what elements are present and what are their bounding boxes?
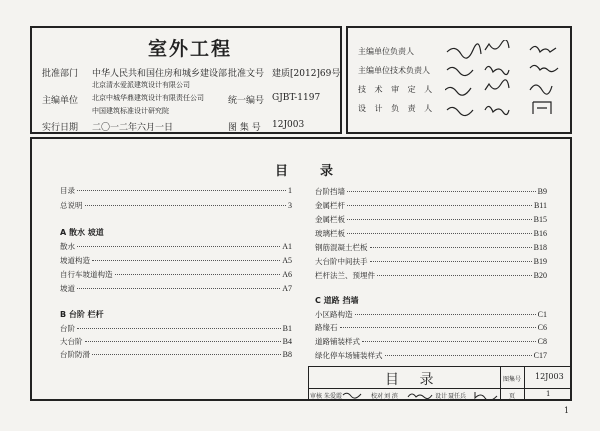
entry-page: B4 (282, 337, 292, 346)
section-heading-a: A 散水 坡道 (60, 228, 104, 237)
atlas-no: 12J003 (535, 372, 564, 381)
toc-entry[interactable] (315, 186, 547, 197)
atlas-no-value: 12J003 (272, 120, 305, 130)
entry-label: 大台阶 (60, 337, 83, 346)
atlas-title: 室外工程 (148, 38, 233, 60)
review-label: 审核 (310, 393, 323, 400)
toc-entry[interactable] (315, 214, 547, 225)
approval-dept-value: 中华人民共和国住房和城乡建设部 (92, 69, 228, 79)
entry-page: A5 (282, 256, 292, 265)
entry-label: 自行车坡道构造 (60, 270, 113, 279)
toc-entry[interactable] (60, 255, 292, 266)
entry-label: 目录 (60, 186, 75, 195)
toc-entry[interactable] (60, 241, 292, 252)
entry-label: 散水 (60, 242, 75, 251)
effective-date-label: 实行日期 (42, 123, 79, 133)
entry-page: B16 (533, 229, 547, 238)
entry-page: A7 (282, 284, 292, 293)
entry-page: B8 (282, 350, 292, 359)
approval-doc-value: 建质[2012]69号 (272, 69, 341, 79)
editor-unit-3: 中国建筑标准设计研究院 (92, 107, 169, 115)
toc-entry[interactable] (315, 336, 547, 347)
entry-label: 玻璃栏板 (315, 229, 345, 238)
entry-label: 台阶 (60, 324, 75, 333)
effective-date-value: 二〇一二年六月一日 (92, 123, 174, 133)
toc-entry[interactable] (60, 269, 292, 280)
entry-label: 金属栏杆 (315, 201, 345, 210)
page-number: 1 (564, 406, 570, 415)
responsible-1: 主编单位负责人 (358, 47, 414, 56)
entry-page: C1 (537, 310, 547, 319)
entry-label: 路缘石 (315, 323, 338, 332)
entry-label: 大台阶中间扶手 (315, 257, 368, 266)
entry-label: 台阶防滑 (60, 350, 90, 359)
title-block-title: 目 录 (385, 372, 442, 388)
page-no: 1 (546, 390, 551, 398)
entry-label: 绿化停车场铺装样式 (315, 351, 383, 360)
page-label: 页 (509, 393, 516, 400)
toc-entry[interactable] (315, 270, 547, 281)
entry-label: 栏杆法兰、预埋件 (315, 271, 375, 280)
approval-dept-label: 批准部门 (42, 69, 79, 79)
atlas-no-label: 图集号 (503, 376, 522, 383)
toc-entry[interactable] (60, 336, 292, 347)
check-label: 校对 (371, 393, 384, 400)
entry-page: C6 (537, 323, 547, 332)
toc-entry[interactable] (315, 256, 547, 267)
editor-unit-2: 北京中城华鼎建筑设计有限责任公司 (92, 94, 204, 102)
entry-page: B1 (282, 324, 292, 333)
entry-page: B19 (533, 257, 547, 266)
entry-label: 坡道 (60, 284, 75, 293)
title-block-divider (524, 366, 525, 401)
title-block-signatures (340, 389, 500, 400)
entry-page: A1 (282, 242, 292, 251)
entry-page: B15 (533, 215, 547, 224)
approval-doc-label: 批准文号 (228, 69, 265, 79)
toc-entry[interactable] (315, 322, 547, 333)
checker: 刘 滨 (384, 393, 398, 400)
entry-label: 坡道构造 (60, 256, 90, 265)
entry-page: B20 (533, 271, 547, 280)
title-block-divider (500, 366, 501, 401)
entry-page: C17 (533, 351, 547, 360)
section-heading-b: B 台阶 栏杆 (60, 310, 104, 319)
entry-label: 台阶挡墙 (315, 187, 345, 196)
unified-no-value: GJBT-1197 (272, 93, 321, 103)
toc-entry[interactable] (60, 185, 292, 196)
toc-entry[interactable] (315, 350, 547, 361)
entry-label: 总说明 (60, 201, 83, 210)
entry-label: 金属栏板 (315, 215, 345, 224)
entry-page: A6 (282, 270, 292, 279)
editor-unit-1: 北京清水爱派建筑设计有限公司 (92, 81, 190, 89)
entry-page: B18 (533, 243, 547, 252)
unified-no-label: 统一编号 (228, 96, 265, 106)
entry-label: 钢筋混凝土栏板 (315, 243, 368, 252)
toc-entry[interactable] (315, 228, 547, 239)
toc-heading-lu: 录 (320, 164, 334, 179)
entry-page: B11 (533, 201, 547, 210)
toc-entry[interactable] (60, 200, 292, 211)
responsible-2: 主编单位技术负责人 (358, 66, 430, 75)
reviewer: 朱爱霞 (324, 393, 343, 400)
toc-heading-mu: 目 (275, 164, 289, 179)
designer: 聂任兵 (448, 393, 467, 400)
editor-unit-label: 主编单位 (42, 96, 79, 106)
section-heading-c: C 道路 挡墙 (315, 296, 359, 305)
toc-entry[interactable] (60, 283, 292, 294)
entry-page: B9 (537, 187, 547, 196)
entry-page: 3 (288, 201, 292, 210)
responsible-3: 技 术 审 定 人 (358, 85, 436, 94)
entry-page: C8 (537, 337, 547, 346)
toc-entry[interactable] (315, 309, 547, 320)
atlas-no-label: 图 集 号 (228, 123, 261, 133)
responsible-4: 设 计 负 责 人 (358, 104, 436, 113)
entry-label: 道路铺装样式 (315, 337, 360, 346)
entry-page: 1 (288, 186, 292, 195)
design-label: 设计 (435, 393, 448, 400)
toc-entry[interactable] (60, 349, 292, 360)
toc-entry[interactable] (315, 200, 547, 211)
toc-entry[interactable] (315, 242, 547, 253)
entry-label: 小区路构造 (315, 310, 353, 319)
signatures (445, 40, 570, 120)
toc-entry[interactable] (60, 323, 292, 334)
